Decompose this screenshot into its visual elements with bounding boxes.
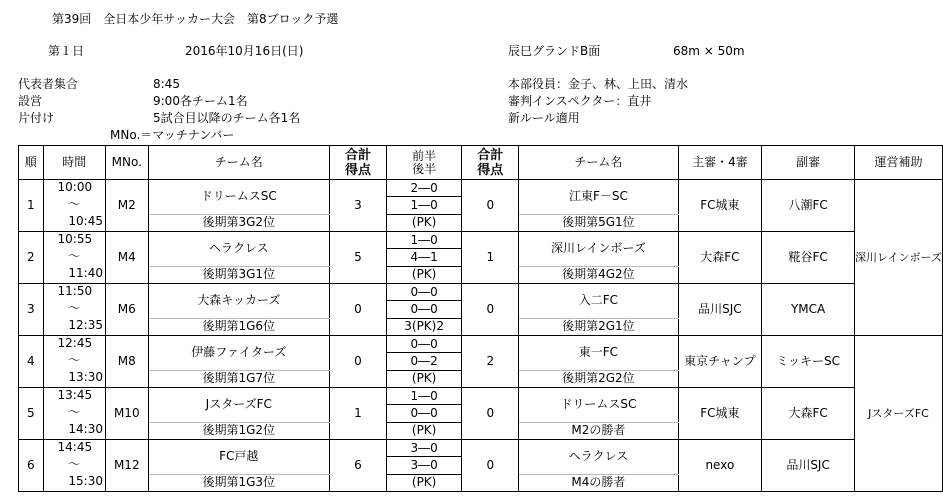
second-half-score: 0―0 [386, 301, 462, 318]
table-header-row [19, 146, 943, 180]
info-value: 9:00各チーム1名 [153, 94, 248, 108]
header-total-line1: 合計 [477, 147, 504, 163]
order-cell: 4 [19, 336, 44, 388]
home-score: 6 [330, 440, 387, 492]
header-halves [386, 146, 462, 180]
assistant-team: 品川SJC [762, 440, 855, 492]
header-away-team: チーム名 [519, 146, 678, 180]
home-team-note: 後期第3G1位 [148, 266, 330, 283]
header-home-total [330, 146, 387, 180]
start-time: 11:50 [57, 284, 93, 298]
first-half-score: 1―0 [386, 388, 462, 405]
header-assistant: 副審 [762, 146, 855, 180]
away-score: 0 [462, 284, 519, 336]
header-home-team: チーム名 [148, 146, 330, 180]
time-cell [43, 336, 105, 388]
assistant-team: 八潮FC [762, 180, 855, 232]
pk-score: (PK) [386, 422, 462, 439]
order-cell: 6 [19, 440, 44, 492]
start-time: 13:45 [57, 388, 93, 402]
header-order: 順 [19, 146, 44, 180]
header-support: 運営補助 [855, 146, 943, 180]
pk-score: (PK) [386, 474, 462, 491]
table-row [19, 336, 943, 353]
second-half-score: 1―0 [386, 197, 462, 214]
match-number: M10 [106, 388, 149, 440]
away-team-note: 後期第5G1位 [519, 214, 678, 231]
end-time: 12:35 [68, 318, 103, 332]
table-row [19, 284, 943, 301]
end-time: 10:45 [68, 214, 103, 228]
pk-score: 3(PK)2 [386, 318, 462, 335]
referee-team: 大森FC [678, 232, 762, 284]
home-team: JスターズFC [148, 388, 330, 423]
order-cell: 2 [19, 232, 44, 284]
pk-score: (PK) [386, 370, 462, 387]
time-cell [43, 388, 105, 440]
info-label: 片付け [18, 111, 55, 125]
header-second-half: 後半 [412, 161, 437, 176]
referee-team: FC城東 [678, 388, 762, 440]
time-cell [43, 440, 105, 492]
referee-team: FC城東 [678, 180, 762, 232]
home-team-note: 後期第1G7位 [148, 370, 330, 387]
mno-note: MNo.＝マッチナンバー [110, 128, 235, 142]
start-time: 14:45 [57, 440, 93, 454]
away-team-note: 後期第4G2位 [519, 266, 678, 283]
time-tilde: ～ [68, 457, 81, 471]
away-team: ヘラクレス [519, 440, 678, 475]
second-half-score: 0―0 [386, 405, 462, 422]
away-team: 深川レインボーズ [519, 232, 678, 267]
home-team: 伊藤ファイターズ [148, 336, 330, 371]
start-time: 10:55 [57, 232, 93, 246]
start-time: 12:45 [57, 336, 93, 350]
rule-line: 新ルール適用 [508, 111, 580, 125]
away-team: ドリームスSC [519, 388, 678, 423]
table-row [19, 440, 943, 457]
referee-team: 東京チャンプ [678, 336, 762, 388]
info-value: 5試合目以降のチーム各1名 [153, 111, 301, 125]
assistant-team: 糀谷FC [762, 232, 855, 284]
time-tilde: ～ [68, 353, 81, 367]
away-team-note: M2の勝者 [519, 422, 678, 439]
time-tilde: ～ [68, 301, 81, 315]
time-tilde: ～ [68, 249, 81, 263]
header-time: 時間 [43, 146, 105, 180]
away-team-note: M4の勝者 [519, 474, 678, 491]
match-number: M4 [106, 232, 149, 284]
match-number: M8 [106, 336, 149, 388]
away-team: 入二FC [519, 284, 678, 319]
match-number: M12 [106, 440, 149, 492]
home-team: ヘラクレス [148, 232, 330, 267]
away-team: 東一FC [519, 336, 678, 371]
pk-score: (PK) [386, 266, 462, 283]
venue-label: 辰巳グランドB面 [508, 44, 601, 58]
time-tilde: ～ [68, 197, 81, 211]
assistant-team: YMCA [762, 284, 855, 336]
second-half-score: 0―2 [386, 353, 462, 370]
away-score: 1 [462, 232, 519, 284]
header-mno: MNo. [106, 146, 149, 180]
order-cell: 5 [19, 388, 44, 440]
referee-team: nexo [678, 440, 762, 492]
time-tilde: ～ [68, 405, 81, 419]
inspector-line: 審判インスペクター：直井 [508, 94, 652, 108]
order-cell: 1 [19, 180, 44, 232]
home-team-note: 後期第1G3位 [148, 474, 330, 491]
field-size-label: 68m × 50m [673, 44, 745, 58]
home-score: 1 [330, 388, 387, 440]
first-half-score: 3―0 [386, 440, 462, 457]
away-score: 0 [462, 440, 519, 492]
info-value: 8:45 [153, 77, 180, 91]
page-title: 第39回 全日本少年サッカー大会 第8ブロック予選 [52, 12, 339, 26]
home-team-note: 後期第3G2位 [148, 214, 330, 231]
support-team: 深川レインボーズ [855, 180, 943, 336]
header-referee: 主審・4審 [678, 146, 762, 180]
first-half-score: 2―0 [386, 180, 462, 197]
home-team-note: 後期第1G6位 [148, 318, 330, 335]
home-team: 大森キッカーズ [148, 284, 330, 319]
schedule-table [18, 145, 943, 492]
assistant-team: ミッキーSC [762, 336, 855, 388]
end-time: 13:30 [68, 370, 103, 384]
time-cell [43, 284, 105, 336]
assistant-team: 大森FC [762, 388, 855, 440]
match-number: M6 [106, 284, 149, 336]
info-label: 設営 [18, 94, 43, 108]
referee-team: 品川SJC [678, 284, 762, 336]
home-team: ドリームスSC [148, 180, 330, 215]
support-team: JスターズFC [855, 336, 943, 492]
away-team-note: 後期第2G1位 [519, 318, 678, 335]
first-half-score: 0―0 [386, 284, 462, 301]
start-time: 10:00 [57, 180, 93, 194]
away-team-note: 後期第2G2位 [519, 370, 678, 387]
header-away-total [462, 146, 519, 180]
away-team: 江東F－SC [519, 180, 678, 215]
table-row [19, 232, 943, 249]
date-label: 2016年10月16日(日) [185, 44, 304, 58]
away-score: 2 [462, 336, 519, 388]
second-half-score: 4―1 [386, 249, 462, 266]
home-score: 0 [330, 284, 387, 336]
home-score: 0 [330, 336, 387, 388]
first-half-score: 0―0 [386, 336, 462, 353]
home-team: FC戸越 [148, 440, 330, 475]
day-label: 第１日 [48, 44, 85, 58]
away-score: 0 [462, 180, 519, 232]
time-cell [43, 180, 105, 232]
staff-line: 本部役員：金子、林、上田、清水 [508, 77, 689, 91]
end-time: 11:40 [68, 266, 103, 280]
match-number: M2 [106, 180, 149, 232]
home-score: 5 [330, 232, 387, 284]
header-total-line2: 得点 [344, 162, 371, 178]
end-time: 15:30 [68, 474, 103, 488]
second-half-score: 3―0 [386, 457, 462, 474]
info-label: 代表者集合 [18, 77, 79, 91]
table-row [19, 388, 943, 405]
end-time: 14:30 [68, 422, 103, 436]
first-half-score: 1―0 [386, 232, 462, 249]
table-row [19, 180, 943, 197]
away-score: 0 [462, 388, 519, 440]
pk-score: (PK) [386, 214, 462, 231]
header-first-half: 前半 [412, 148, 437, 163]
home-score: 3 [330, 180, 387, 232]
header-total-line2: 得点 [477, 162, 504, 178]
home-team-note: 後期第1G2位 [148, 422, 330, 439]
order-cell: 3 [19, 284, 44, 336]
time-cell [43, 232, 105, 284]
header-total-line1: 合計 [344, 147, 371, 163]
